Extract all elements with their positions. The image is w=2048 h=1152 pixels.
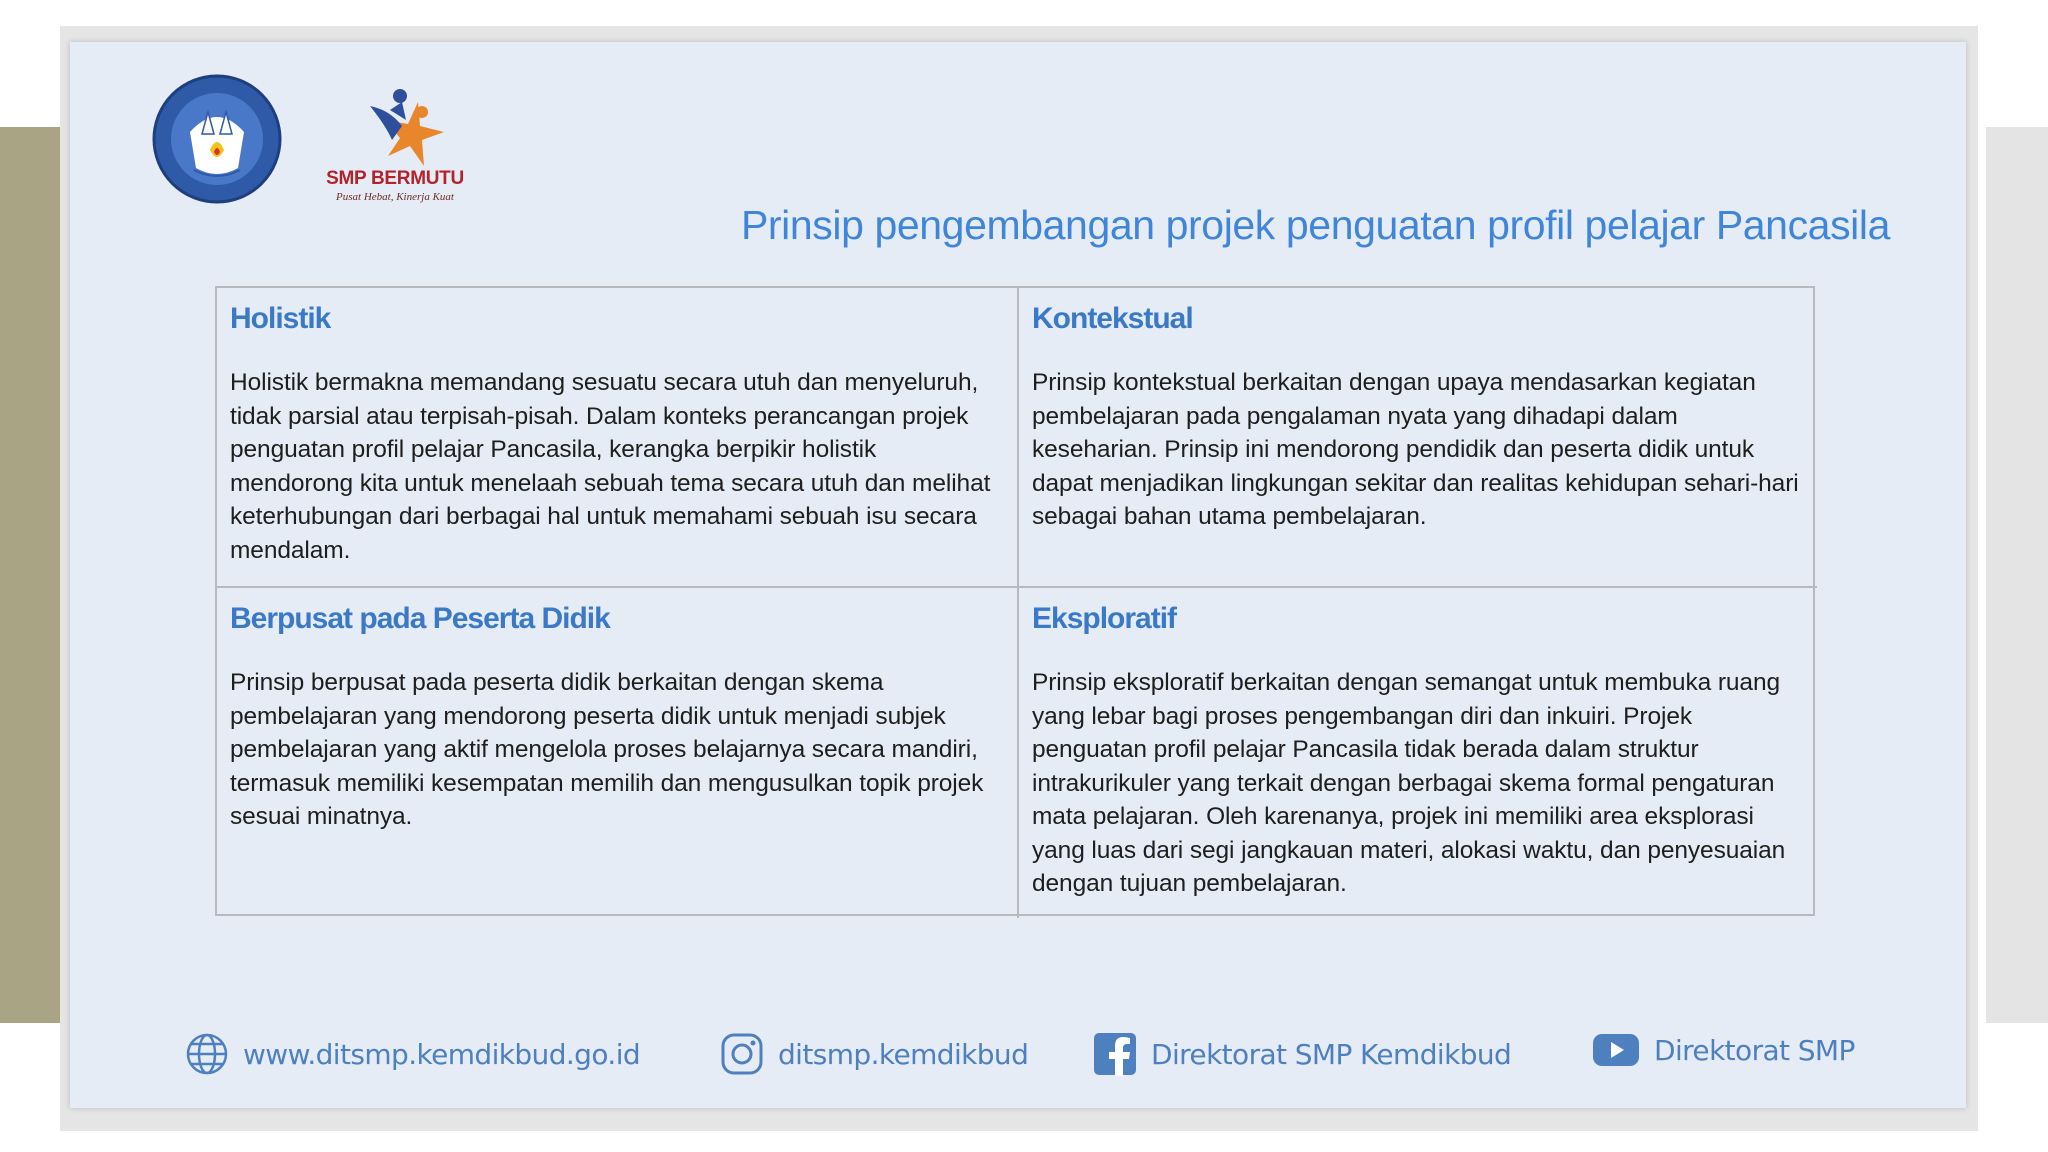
star-person-icon [310, 70, 480, 170]
principle-heading: Eksploratif [1032, 602, 1177, 635]
footer-youtube[interactable] [1592, 1032, 1855, 1068]
principle-heading: Berpusat pada Peserta Didik [230, 602, 610, 635]
principle-heading: Kontekstual [1032, 302, 1193, 335]
facebook-icon [1093, 1032, 1137, 1076]
principle-cell-eksploratif [1017, 586, 1817, 918]
youtube-icon [1592, 1032, 1640, 1068]
principle-cell-kontekstual [1017, 288, 1817, 586]
principle-heading: Holistik [230, 302, 331, 335]
smp-bermutu-logo [310, 70, 480, 203]
footer-facebook-label: Direktorat SMP Kemdikbud [1151, 1037, 1512, 1071]
tut-wuri-handayani-logo [150, 72, 285, 207]
principle-body: Prinsip eksploratif berkaitan dengan semangat untuk membuka ruang yang lebar bagi proses pengembangan diri dan inkuiri. Projek penguatan profil pelajar Pancasila tidak berada dalam struktur intrakurikuler yang terkait dengan berbagai skema formal pengaturan mata pelajaran. Oleh karenanya, projek ini memiliki area eksplorasi yang luas dari segi jangkauan materi, alokasi waktu, dan penyesuaian dengan tujuan pembelajaran. [1032, 669, 1786, 897]
left-decor-band [0, 127, 62, 1023]
right-decor-band [1986, 127, 2048, 1023]
footer-facebook[interactable] [1093, 1032, 1511, 1076]
smp-bermutu-tagline: Pusat Hebat, Kinerja Kuat [336, 191, 454, 203]
footer-website-label: www.ditsmp.kemdikbud.go.id [243, 1037, 641, 1071]
principles-table [215, 286, 1815, 916]
principle-cell-holistik [217, 288, 1017, 586]
footer-instagram[interactable] [720, 1032, 1028, 1076]
smp-bermutu-title: SMP BERMUTU [326, 168, 464, 189]
globe-icon [185, 1032, 229, 1076]
principle-cell-berpusat [217, 586, 1017, 918]
instagram-icon [720, 1032, 764, 1076]
principle-body: Prinsip berpusat pada peserta didik berkaitan dengan skema pembelajaran yang mendorong peserta didik untuk menjadi subjek pembelajaran yang aktif mengelola proses belajarnya secara mandiri, termasuk memiliki kesempatan memilih dan mengusulkan topik projek sesuai minatnya. [230, 669, 984, 830]
footer-instagram-label: ditsmp.kemdikbud [778, 1037, 1029, 1071]
footer-youtube-label: Direktorat SMP [1654, 1033, 1855, 1067]
slide [70, 42, 1966, 1108]
principle-body: Prinsip kontekstual berkaitan dengan upaya mendasarkan kegiatan pembelajaran pada pengalaman nyata yang dihadapi dalam keseharian. Prinsip ini mendorong pendidik dan peserta didik untuk dapat menjadikan lingkungan sekitar dan realitas kehidupan sehari-hari sebagai bahan utama pembelajaran. [1032, 369, 1799, 530]
footer-website[interactable] [185, 1032, 640, 1076]
page-title: Prinsip pengembangan projek penguatan profil pelajar Pancasila [740, 202, 1890, 248]
principle-body: Holistik bermakna memandang sesuatu secara utuh dan menyeluruh, tidak parsial atau terpisah-pisah. Dalam konteks perancangan projek penguatan profil pelajar Pancasila, kerangka berpikir holistik mendorong kita untuk menelaah sebuah tema secara utuh dan melihat keterhubungan dari berbagai hal untuk memahami sebuah isu secara mendalam. [230, 369, 991, 564]
